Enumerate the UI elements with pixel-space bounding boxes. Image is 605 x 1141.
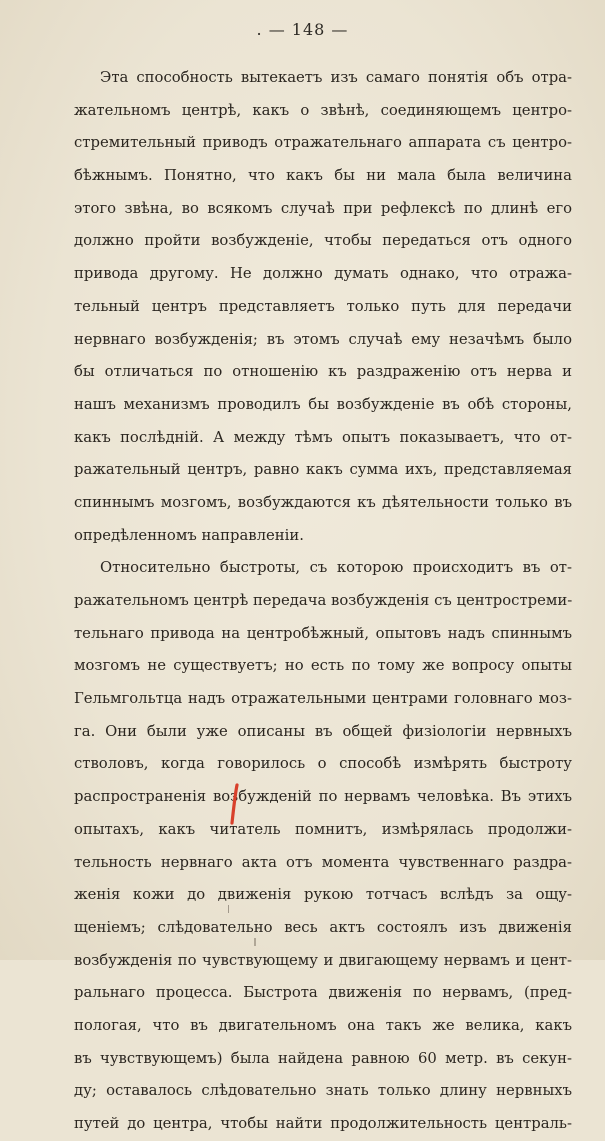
red-pencil-mark xyxy=(230,783,239,825)
text-line: въ чувствующемъ) была найдена равною 60 метр. въ секун- xyxy=(74,1049,572,1067)
text-line: ражательномъ центрѣ передача возбужденія съ центростреми- xyxy=(74,592,572,609)
text-line: га. Они были уже описаны въ общей физіологіи нервныхъ xyxy=(74,722,572,740)
text-line: Гельмгольтца надъ отражательными центрами головнаго моз- xyxy=(74,690,572,708)
text-line: мозгомъ не существуетъ; но есть по тому же вопросу опыты xyxy=(74,657,572,675)
text-line: тельность нервнаго акта отъ момента чувственнаго раздра- xyxy=(74,853,572,871)
text-line: женія кожи до движенія рукою тотчасъ вслѣдъ за ощу- xyxy=(74,886,572,904)
text-line: ральнаго процесса. Быстрота движенія по нервамъ, (пред- xyxy=(74,984,572,1002)
ink-blot xyxy=(254,938,256,946)
text-line: нашъ механизмъ проводилъ бы возбужденіе въ обѣ стороны, xyxy=(74,395,572,413)
text-line: опытахъ, какъ читатель помнитъ, измѣрялась продолжи- xyxy=(74,820,572,838)
page-number: . — 148 — xyxy=(256,20,349,39)
text-line: стремительный приводъ отражательнаго аппарата съ центро- xyxy=(74,134,572,152)
text-line: привода другому. Не должно думать однако, что отража- xyxy=(74,265,572,283)
text-line: опредѣленномъ направленіи. xyxy=(74,526,304,544)
text-line: стволовъ, когда говорилось о способѣ измѣрять быстроту xyxy=(74,755,572,773)
text-line: ду; оставалось слѣдовательно знать только длину нервныхъ xyxy=(74,1082,572,1100)
text-line: тельнаго привода на центробѣжный, опытовъ надъ спиннымъ xyxy=(74,624,572,642)
text-line: ражательный центръ, равно какъ сумма ихъ, представляемая xyxy=(74,461,572,479)
text-line: какъ послѣдній. А между тѣмъ опытъ показываетъ, что от- xyxy=(74,428,572,446)
text-line: возбужденія по чувствующему и двигающему нервамъ и цент- xyxy=(74,951,572,969)
text-line: жательномъ центрѣ, какъ о звѣнѣ, соединяющемъ центро- xyxy=(74,101,572,119)
text-line: этого звѣна, во всякомъ случаѣ при рефлексѣ по длинѣ его xyxy=(74,199,572,217)
text-line: путей до центра, чтобы найти продолжительность централь- xyxy=(74,1115,572,1132)
text-line: бы отличаться по отношенію къ раздраженію отъ нерва и xyxy=(74,363,572,381)
text-line: пологая, что въ двигательномъ она такъ же велика, какъ xyxy=(74,1016,572,1034)
text-line: должно пройти возбужденіе, чтобы передаться отъ одного xyxy=(74,232,572,250)
text-line: бѣжнымъ. Понятно, что какъ бы ни мала была величина xyxy=(74,167,572,185)
pencil-tick xyxy=(228,905,229,913)
text-line: Эта способность вытекаетъ изъ самаго понятія объ отра- xyxy=(100,69,572,86)
text-line: спиннымъ мозгомъ, возбуждаются къ дѣятельности только въ xyxy=(74,493,572,511)
text-line: щеніемъ; слѣдовательно весь актъ состоялъ изъ движенія xyxy=(74,918,572,936)
body-text xyxy=(74,62,572,1141)
text-line: тельный центръ представляетъ только путь для передачи xyxy=(74,297,572,315)
text-line: Относительно быстроты, съ которою происходитъ въ от- xyxy=(100,559,572,577)
text-line: распространенія возбужденій по нервамъ человѣка. Въ этихъ xyxy=(74,788,572,806)
text-line: нервнаго возбужденія; въ этомъ случаѣ ему незачѣмъ было xyxy=(74,330,572,348)
